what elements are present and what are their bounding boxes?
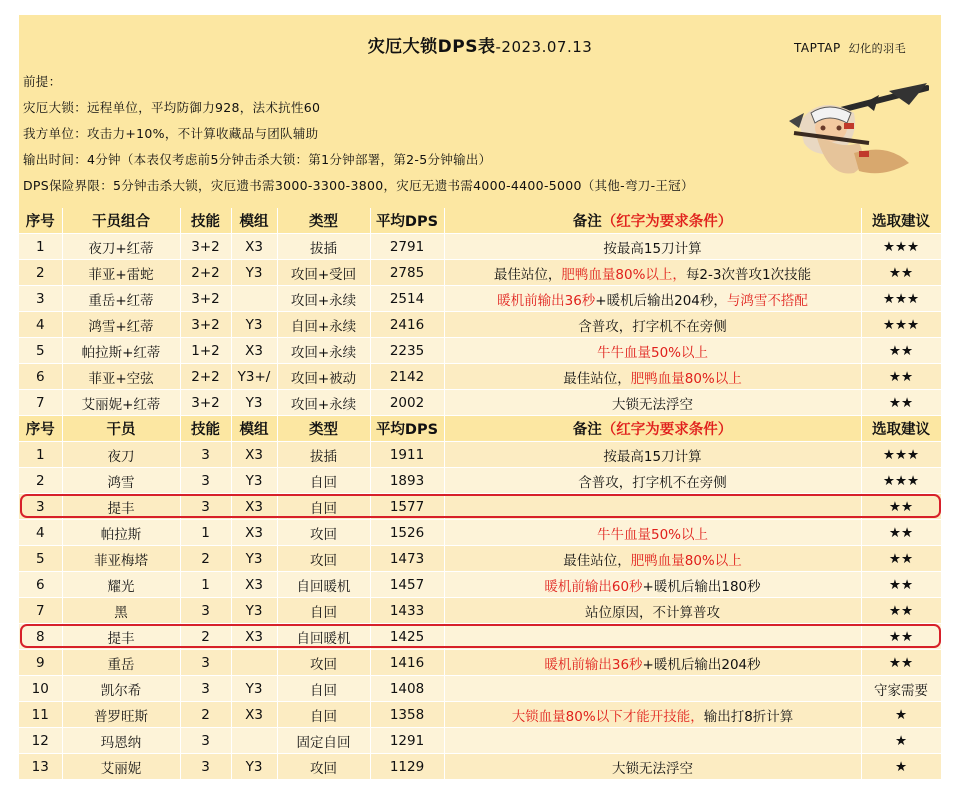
premise-boss: 灾厄大锁：远程单位，平均防御力928，法术抗性60 [23,100,321,115]
table-header-row [19,208,941,234]
table-row [19,546,941,572]
cell-skill: 3 [180,598,231,624]
header-type: 类型 [277,208,370,234]
note-text: 大锁无法浮空 [612,396,693,413]
cell-no: 6 [19,572,62,598]
table-header-row [19,416,941,442]
header-no: 序号 [19,208,62,234]
header-dps: 平均DPS [370,208,444,234]
cell-dps: 1129 [370,754,444,780]
note-text: 含普攻，打字机不在旁侧 [578,318,727,335]
note-text: 含普攻，打字机不在旁侧 [578,474,727,491]
cell-type: 攻回 [277,650,370,676]
cell-note [444,390,861,416]
cell-recommendation: ★★ [861,624,941,650]
cell-recommendation: ★★ [861,338,941,364]
table-row [19,520,941,546]
cell-note [444,442,861,468]
table-row [19,676,941,702]
cell-no: 6 [19,364,62,390]
cell-skill: 2 [180,624,231,650]
cell-module: X3 [231,442,277,468]
cell-note [444,234,861,260]
cell-note [444,676,861,702]
cell-skill: 2+2 [180,364,231,390]
cell-module [231,728,277,754]
note-text: 每2-3次普攻1次技能 [685,266,812,283]
cell-skill: 3 [180,442,231,468]
highlight-box-typhon-s3 [20,494,941,518]
cell-type: 自回 [277,468,370,494]
cell-note [444,546,861,572]
cell-no: 3 [19,286,62,312]
cell-no: 4 [19,520,62,546]
note-text: +暖机后输出204秒 [642,656,761,673]
cell-operator: 艾丽妮+红蒂 [62,390,180,416]
cell-recommendation: ★★★ [861,468,941,494]
cell-dps: 1473 [370,546,444,572]
note-requirement: 暖机前输出36秒 [544,656,643,673]
cell-type: 固定自回 [277,728,370,754]
note-requirement: 暖机前输出36秒 [497,292,596,309]
cell-note [444,468,861,494]
header-module: 模组 [231,208,277,234]
cell-module: X3 [231,494,277,520]
cell-module: Y3 [231,260,277,286]
table-row [19,468,941,494]
table-row [19,598,941,624]
cell-operator: 夜刀 [62,442,180,468]
cell-skill: 1+2 [180,338,231,364]
note-text: 站位原因，不计算普攻 [585,604,720,621]
cell-module: Y3 [231,546,277,572]
cell-recommendation: ★★ [861,390,941,416]
cell-no: 1 [19,442,62,468]
cell-recommendation: ★★ [861,260,941,286]
cell-type: 攻回+受回 [277,260,370,286]
note-text: 最佳站位， [493,266,562,283]
cell-module: X3 [231,702,277,728]
cell-operator: 提丰 [62,494,180,520]
header-no: 序号 [19,416,62,442]
premise-unit: 我方单位：攻击力+10%，不计算收藏品与团队辅助 [23,126,319,141]
cell-type: 攻回 [277,754,370,780]
table-row [19,364,941,390]
cell-dps: 1457 [370,572,444,598]
table-row [19,702,941,728]
table-row [19,260,941,286]
header-module: 模组 [231,416,277,442]
cell-no: 10 [19,676,62,702]
cell-recommendation: ★ [861,728,941,754]
cell-skill: 3 [180,494,231,520]
note-requirement: 牛牛血量50%以上 [596,526,708,543]
cell-type: 攻回+永续 [277,390,370,416]
cell-no: 1 [19,234,62,260]
cell-no: 8 [19,624,62,650]
cell-skill: 3+2 [180,312,231,338]
cell-dps: 2235 [370,338,444,364]
cell-skill: 3+2 [180,234,231,260]
cell-note [444,728,861,754]
cell-operator: 鸿雪+红蒂 [62,312,180,338]
note-requirement: 肥鸭血量80%以上 [630,552,742,569]
cell-operator: 菲亚+雷蛇 [62,260,180,286]
cell-no: 9 [19,650,62,676]
cell-type: 自回 [277,676,370,702]
cell-no: 12 [19,728,62,754]
cell-dps: 2002 [370,390,444,416]
author-credit [794,40,906,56]
premise-threshold: DPS保险界限：5分钟击杀大锁，灾厄遗书需3000-3300-3800，灾厄无遗书需4000-4400-5000（其他-弯刀-王冠） [23,178,694,193]
cell-note [444,520,861,546]
cell-operator: 重岳 [62,650,180,676]
header-note-label: 备注 [572,422,602,438]
cell-recommendation: ★★ [861,650,941,676]
cell-dps: 2416 [370,312,444,338]
cell-no: 2 [19,260,62,286]
cell-skill: 3 [180,468,231,494]
note-text: 按最高15刀计算 [603,240,702,257]
cell-recommendation: ★ [861,702,941,728]
note-requirement: 大锁血量80%以下才能开技能， [511,708,704,725]
cell-no: 5 [19,338,62,364]
cell-module: Y3 [231,312,277,338]
cell-dps: 1911 [370,442,444,468]
cell-recommendation: ★★★ [861,234,941,260]
credit-author: 幻化的羽毛 [848,42,907,55]
note-requirement: 肥鸭血量80%以上， [561,266,686,283]
table-row [19,728,941,754]
note-requirement: 与鸿雪不搭配 [726,292,808,309]
cell-recommendation: ★★★ [861,442,941,468]
table-row [19,754,941,780]
cell-recommendation: ★★★ [861,312,941,338]
cell-module: Y3 [231,676,277,702]
cell-type: 攻回+永续 [277,338,370,364]
title-main: 灾厄大锁DPS表 [367,37,496,57]
cell-dps: 1893 [370,468,444,494]
note-text: 大锁无法浮空 [612,760,693,777]
cell-module: Y3 [231,754,277,780]
header-name: 干员 [62,416,180,442]
cell-recommendation: ★★ [861,546,941,572]
header-skill: 技能 [180,208,231,234]
cell-skill: 3 [180,754,231,780]
header-note-condition: （红字为要求条件） [601,214,733,230]
table-row [19,286,941,312]
cell-type: 自回 [277,598,370,624]
note-text: 最佳站位， [563,370,631,387]
cell-operator: 艾丽妮 [62,754,180,780]
cell-recommendation: 守家需要 [861,676,941,702]
cell-note [444,286,861,312]
cell-note [444,650,861,676]
cell-note [444,364,861,390]
sheet-header [19,15,941,208]
cell-operator: 黑 [62,598,180,624]
table-row [19,338,941,364]
header-rec: 选取建议 [861,208,941,234]
cell-type: 拔插 [277,234,370,260]
header-type: 类型 [277,416,370,442]
cell-module: X3 [231,234,277,260]
note-text: +暖机后输出180秒 [642,578,761,595]
cell-operator: 耀光 [62,572,180,598]
cell-skill: 2 [180,546,231,572]
cell-note [444,598,861,624]
cell-skill: 1 [180,572,231,598]
premise-time: 输出时间：4分钟（本表仅考虑前5分钟击杀大锁：第1分钟部署，第2-5分钟输出） [23,152,492,167]
cell-module: Y3 [231,390,277,416]
cell-dps: 1425 [370,624,444,650]
cell-note [444,754,861,780]
header-name: 干员组合 [62,208,180,234]
cell-no: 2 [19,468,62,494]
cell-no: 13 [19,754,62,780]
note-requirement: 肥鸭血量80%以上 [630,370,742,387]
cell-dps: 2514 [370,286,444,312]
note-text: 输出打8折计算 [703,708,794,725]
cell-skill: 3 [180,650,231,676]
header-rec: 选取建议 [861,416,941,442]
highlight-box-typhon-s2 [20,624,941,648]
premise-label: 前提： [23,74,62,89]
cell-operator: 菲亚+空弦 [62,364,180,390]
note-text: 按最高15刀计算 [603,448,702,465]
cell-dps: 1291 [370,728,444,754]
cell-no: 4 [19,312,62,338]
cell-dps: 1526 [370,520,444,546]
cell-module: X3 [231,624,277,650]
cell-type: 拔插 [277,442,370,468]
table-row [19,312,941,338]
cell-dps: 1433 [370,598,444,624]
cell-skill: 2+2 [180,260,231,286]
cell-no: 11 [19,702,62,728]
cell-operator: 凯尔希 [62,676,180,702]
cell-operator: 提丰 [62,624,180,650]
cell-no: 7 [19,598,62,624]
cell-note [444,260,861,286]
note-requirement: 暖机前输出60秒 [544,578,643,595]
cell-skill: 1 [180,520,231,546]
cell-skill: 3+2 [180,286,231,312]
cell-type: 攻回+被动 [277,364,370,390]
cell-operator: 玛恩纳 [62,728,180,754]
cell-no: 7 [19,390,62,416]
cell-operator: 帕拉斯 [62,520,180,546]
cell-recommendation: ★★ [861,598,941,624]
mascot-illustration [759,83,929,188]
table-row [19,234,941,260]
cell-note [444,312,861,338]
cell-recommendation: ★★ [861,572,941,598]
cell-type: 攻回+永续 [277,286,370,312]
cell-note [444,572,861,598]
cell-dps: 1358 [370,702,444,728]
table-row [19,390,941,416]
cell-dps: 1577 [370,494,444,520]
table-row [19,442,941,468]
cell-no: 3 [19,494,62,520]
cell-module: Y3 [231,598,277,624]
cell-no: 5 [19,546,62,572]
cell-module: Y3+/ [231,364,277,390]
cell-type: 攻回 [277,546,370,572]
cell-operator: 普罗旺斯 [62,702,180,728]
cell-dps: 2785 [370,260,444,286]
cell-note [444,338,861,364]
cell-skill: 2 [180,702,231,728]
table-row [19,650,941,676]
cell-operator: 菲亚梅塔 [62,546,180,572]
header-note-condition: （红字为要求条件） [601,422,733,438]
cell-module: X3 [231,572,277,598]
header-note-label: 备注 [572,214,602,230]
note-text: +暖机后输出204秒， [595,292,727,309]
cell-recommendation: ★★ [861,494,941,520]
header-note [444,208,861,234]
cell-operator: 重岳+红蒂 [62,286,180,312]
cell-module: X3 [231,338,277,364]
header-dps: 平均DPS [370,416,444,442]
note-requirement: 牛牛血量50%以上 [596,344,708,361]
credit-brand: TAPTAP [794,41,841,55]
cell-type: 自回暖机 [277,572,370,598]
cell-type: 自回 [277,494,370,520]
cell-module [231,650,277,676]
cell-operator: 夜刀+红蒂 [62,234,180,260]
note-text: 最佳站位， [563,552,631,569]
cell-module [231,286,277,312]
cell-skill: 3 [180,676,231,702]
cell-note [444,702,861,728]
cell-dps: 1416 [370,650,444,676]
cell-recommendation: ★ [861,754,941,780]
title-date: -2023.07.13 [495,38,593,56]
cell-operator: 鸿雪 [62,468,180,494]
cell-module: X3 [231,520,277,546]
cell-skill: 3+2 [180,390,231,416]
header-skill: 技能 [180,416,231,442]
cell-module: Y3 [231,468,277,494]
cell-dps: 2791 [370,234,444,260]
cell-operator: 帕拉斯+红蒂 [62,338,180,364]
cell-type: 自回暖机 [277,624,370,650]
dps-sheet [19,15,941,779]
cell-recommendation: ★★ [861,364,941,390]
cell-type: 自回+永续 [277,312,370,338]
cell-recommendation: ★★★ [861,286,941,312]
cell-type: 自回 [277,702,370,728]
cell-dps: 1408 [370,676,444,702]
header-note [444,416,861,442]
cell-skill: 3 [180,728,231,754]
cell-recommendation: ★★ [861,520,941,546]
cell-type: 攻回 [277,520,370,546]
cell-dps: 2142 [370,364,444,390]
table-row [19,572,941,598]
